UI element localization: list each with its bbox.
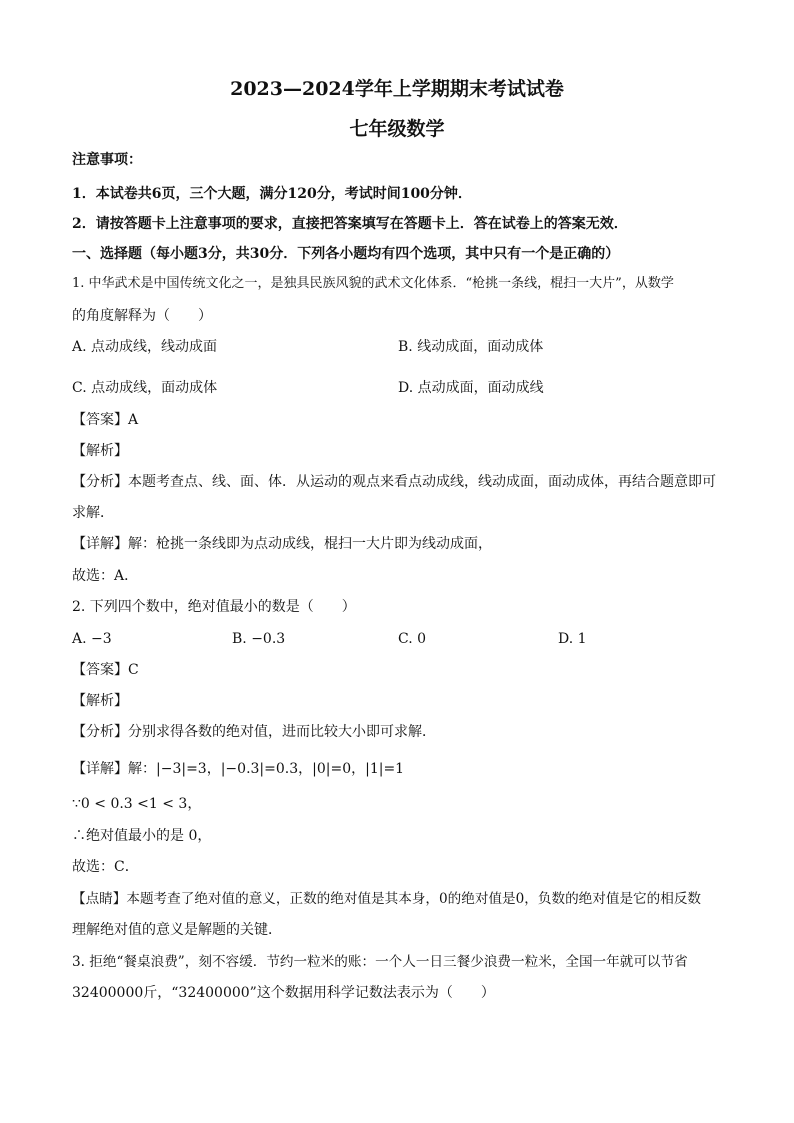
q2-option-d: D. 1 bbox=[558, 631, 587, 647]
q2-therefore: ∴绝对值最小的是 0， bbox=[72, 828, 212, 844]
q1-fenxi-line-2: 求解． bbox=[72, 505, 114, 521]
notice-heading: 注意事项： bbox=[72, 152, 142, 168]
exam-subtitle: 七年级数学 bbox=[349, 118, 445, 140]
q1-detail: 【详解】解：枪挑一条线即为点动成线，棍扫一大片即为线动成面， bbox=[72, 536, 492, 552]
q2-analysis-label: 【解析】 bbox=[72, 693, 128, 709]
q2-choose: 故选：C． bbox=[72, 859, 139, 875]
q1-stem-line-1: 1. 中华武术是中国传统文化之一，是独具民族风貌的武术文化体系．“枪挑一条线，棍扫一大片”，从数学 bbox=[72, 276, 674, 291]
q3-stem-line-1: 3. 拒绝“餐桌浪费”，刻不容缓．节约一粒米的账：一个人一日三餐少浪费一粒米，全国一年就可以节省 bbox=[72, 954, 688, 970]
notice-item-2: 2．请按答题卡上注意事项的要求，直接把答案填写在答题卡上．答在试卷上的答案无效． bbox=[72, 216, 628, 232]
q2-fenxi: 【分析】分别求得各数的绝对值，进而比较大小即可求解． bbox=[72, 724, 436, 740]
q1-answer: 【答案】A bbox=[72, 412, 139, 428]
q1-option-a: A. 点动成线，线动成面 bbox=[72, 339, 218, 355]
q2-option-b: B. −0.3 bbox=[232, 631, 286, 647]
q1-option-d: D. 点动成面，面动成线 bbox=[398, 380, 544, 396]
q2-comment-line-2: 理解绝对值的意义是解题的关键． bbox=[72, 922, 282, 938]
q1-option-b: B. 线动成面，面动成体 bbox=[398, 339, 544, 355]
q1-fenxi-line-1: 【分析】本题考查点、线、面、体．从运动的观点来看点动成线，线动成面，面动成体，再结合题意即可 bbox=[72, 474, 716, 490]
q2-detail-math: |−3|=3，|−0.3|=0.3，|0|=0，|1|=1 bbox=[156, 761, 405, 777]
q2-because: ∵0 < 0.3 <1 < 3， bbox=[72, 796, 202, 812]
q2-stem: 2. 下列四个数中，绝对值最小的数是（ ） bbox=[72, 599, 356, 615]
q1-analysis-label: 【解析】 bbox=[72, 443, 128, 459]
q1-choose: 故选：A． bbox=[72, 568, 139, 584]
q3-stem-line-2: 32400000斤，“32400000”这个数据用科学记数法表示为（ ） bbox=[72, 985, 495, 1001]
q1-stem-line-2: 的角度解释为（ ） bbox=[72, 308, 212, 324]
q2-option-c: C. 0 bbox=[398, 631, 427, 647]
q2-answer: 【答案】C bbox=[72, 662, 139, 678]
q2-detail-label: 【详解】解： bbox=[72, 761, 156, 777]
notice-item-1: 1．本试卷共6页，三个大题，满分120分，考试时间100分钟． bbox=[72, 186, 472, 202]
q1-option-c: C. 点动成线，面动成体 bbox=[72, 380, 218, 396]
q2-comment-line-1: 【点睛】本题考查了绝对值的意义，正数的绝对值是其本身，0的绝对值是0，负数的绝对值是它的相反数 bbox=[72, 891, 702, 907]
section-1-heading: 一、选择题（每小题3分，共30分．下列各小题均有四个选项，其中只有一个是正确的） bbox=[72, 246, 620, 262]
q2-detail-line bbox=[72, 759, 404, 779]
exam-title: 2023—2024学年上学期期末考试试卷 bbox=[230, 78, 564, 100]
q2-option-a: A. −3 bbox=[72, 631, 112, 647]
